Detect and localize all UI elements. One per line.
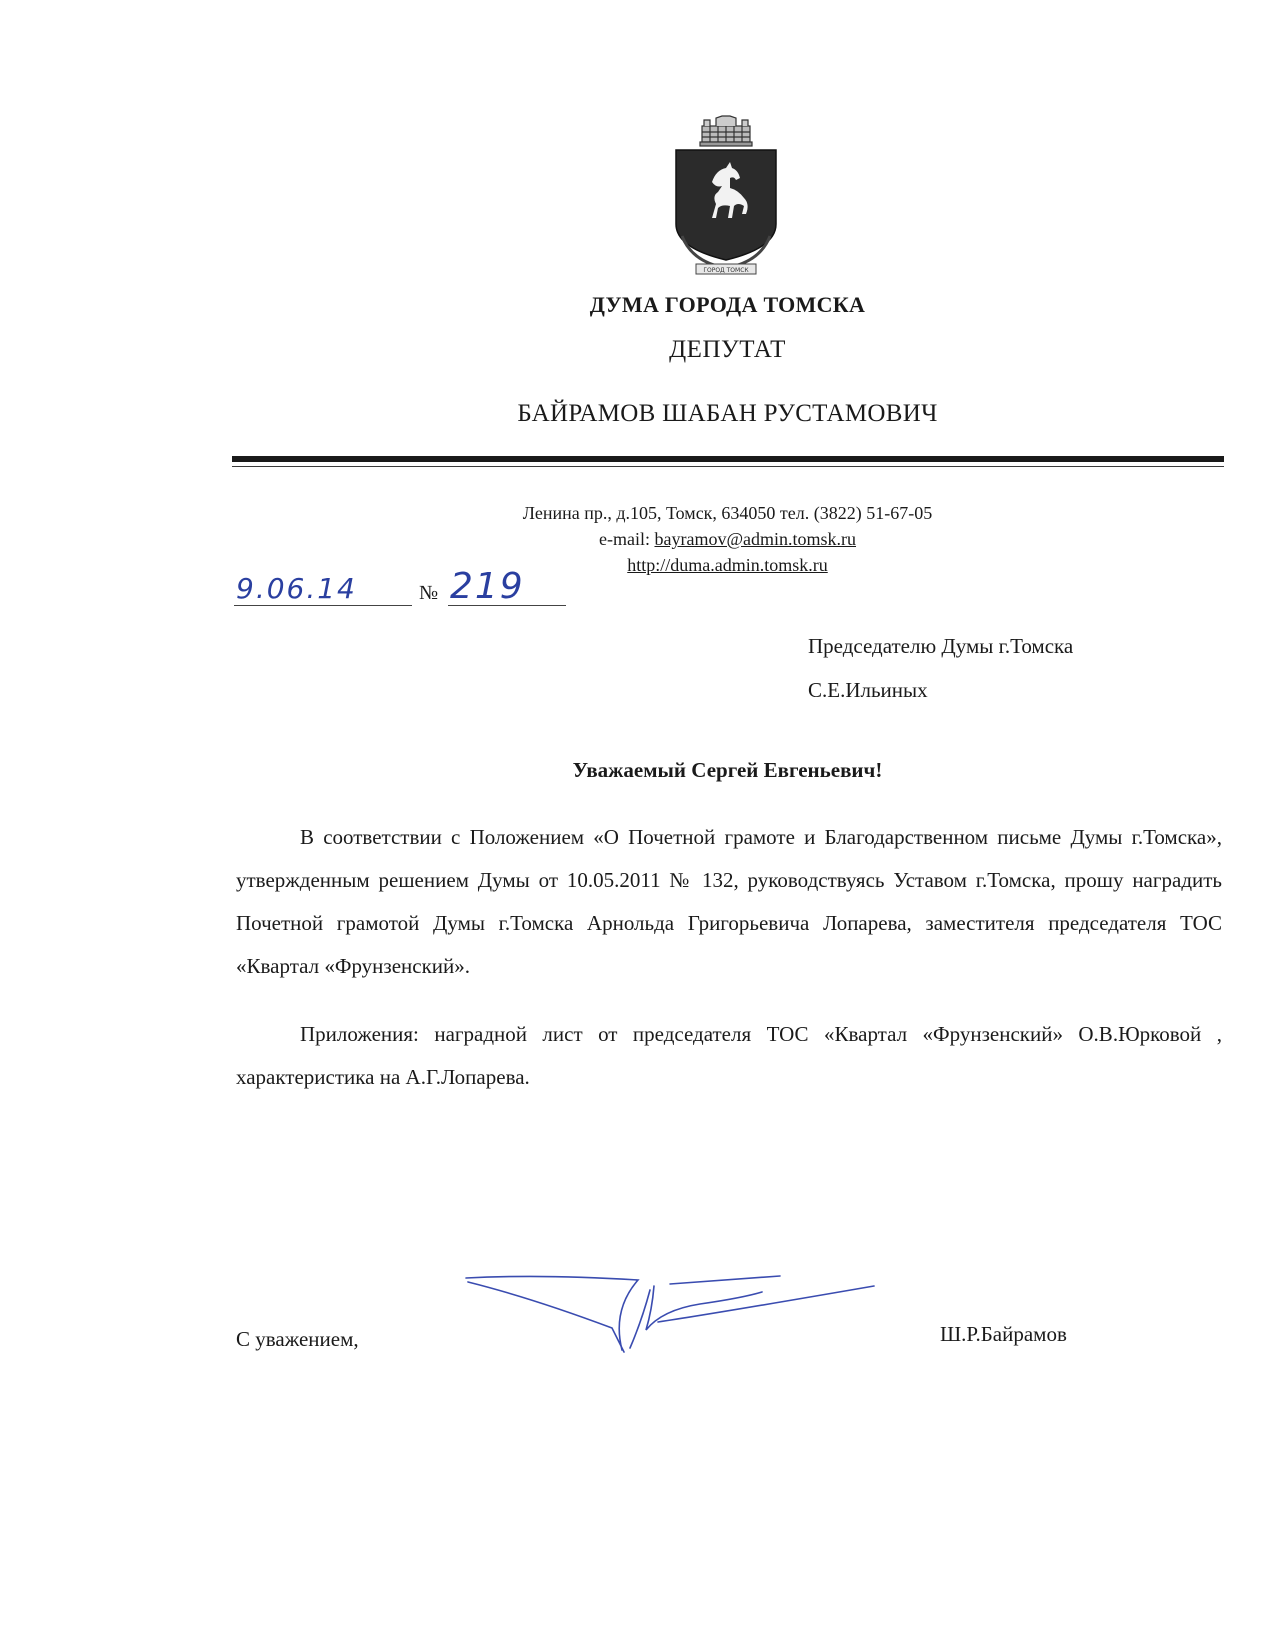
number-sign: № xyxy=(419,582,439,604)
salutation: Уважаемый Сергей Евгеньевич! xyxy=(572,758,883,782)
handwritten-number: 219 xyxy=(450,566,525,607)
date-underline xyxy=(234,605,412,606)
handwritten-signature xyxy=(462,1270,882,1370)
position-title: ДЕПУТАТ xyxy=(669,336,786,363)
header-divider-thin xyxy=(232,466,1224,467)
email-line xyxy=(0,526,1275,552)
organization-title: ДУМА ГОРОДА ТОМСКА xyxy=(589,292,866,317)
deputy-name: БАЙРАМОВ ШАБАН РУСТАМОВИЧ xyxy=(517,400,938,427)
addressee-name: С.Е.Ильиных xyxy=(808,678,928,702)
address-line: Ленина пр., д.105, Томск, 634050 тел. (3822) 51-67-05 xyxy=(522,503,933,523)
body-paragraph-2: Приложения: наградной лист от председателя ТОС «Квартал «Фрунзенский» О.В.Юрковой , характеристика на А.Г.Лопарева. xyxy=(236,1022,1222,1089)
addressee-block xyxy=(808,624,1073,712)
body-paragraph-1: В соответствии с Положением «О Почетной грамоте и Благодарственном письме Думы г.Томска», утвержденным решением Думы от 10.05.2011 № 132, руководствуясь Уставом г.Томска, прошу наградить Почетной грамотой Думы г.Томска Арнольда Григорьевича Лопарева, заместителя председателя ТОС «Квартал «Фрунзенский». xyxy=(236,825,1222,978)
website-link[interactable]: http://duma.admin.tomsk.ru xyxy=(627,555,828,575)
svg-text:ГОРОД ТОМСК: ГОРОД ТОМСК xyxy=(703,267,749,274)
number-underline xyxy=(448,605,566,606)
header-divider-thick xyxy=(232,456,1224,462)
contact-block xyxy=(0,500,1275,578)
closing-regards: С уважением, xyxy=(236,1327,359,1351)
tomsk-coat-of-arms-icon xyxy=(672,112,780,280)
letter-body xyxy=(236,816,1222,1099)
handwritten-date: 9.06.14 xyxy=(236,572,357,605)
signer-name: Ш.Р.Байрамов xyxy=(940,1322,1067,1346)
email-prefix: e-mail: xyxy=(598,529,655,549)
email-link[interactable]: bayramov@admin.tomsk.ru xyxy=(654,529,857,549)
addressee-title: Председателю Думы г.Томска xyxy=(808,634,1074,658)
